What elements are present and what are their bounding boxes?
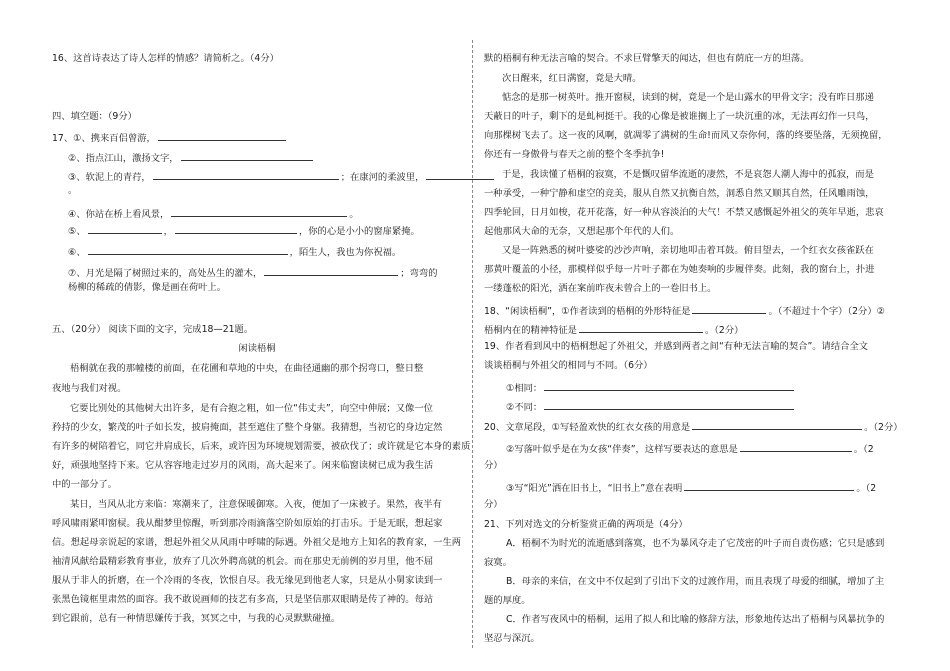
- q17-5-text-a: ⑤、: [68, 226, 86, 237]
- essay-line: 它要比别处的其他树大出许多，是有合抱之粗，如一位“伟丈夫”，向空中伸展；又像一位: [70, 403, 433, 414]
- q17-3-text-c: 。: [68, 185, 78, 196]
- q18-text-a: 18、“闲读梧桐”，①作者读到的梧桐的外形特征是: [484, 306, 691, 317]
- blank-line[interactable]: [579, 323, 703, 333]
- essay-line: 你还有一身傲骨与春天之前的整个冬季抗争!: [484, 149, 665, 160]
- q20-text-e: 分）: [484, 460, 503, 471]
- essay-line: 张黑色镜框里肃然的面容。我不敢说画师的技艺有多高，只是坚信那双眼睛是传了神的。每站: [52, 594, 434, 605]
- option-b-cont: 题的厚度。: [484, 595, 531, 606]
- essay-line: 信。想起母亲说起的家谱，想起外祖父从风雨中呼啸的际遇。外祖父是地方上知名的教育家，一生两: [52, 537, 462, 548]
- essay-line: 于是，我读懂了梧桐的寂寞，不是慨叹留华流逝的凄然，不是哀怨人潮人海中的孤寂，而是: [502, 169, 874, 180]
- essay-line: 次日醒来，红日满窗，竟是大晴。: [502, 73, 642, 84]
- essay-line: 又是一阵熟悉的树叶婆娑的沙沙声响，亲切地叩击着耳鼓。俯目望去，一个红衣女孩雀跃在: [502, 245, 874, 256]
- blank-line[interactable]: [175, 224, 297, 234]
- q17-3-text-b: ；在康河的柔波里，: [340, 172, 425, 183]
- question-21: 21、下列对选文的分析鉴赏正确的两项是（4分）: [484, 519, 688, 530]
- q18-text-c: 梧桐内在的精神特征是: [484, 325, 577, 336]
- essay-line: 夜地与我们对视。: [52, 383, 127, 394]
- question-17-item-7: [68, 266, 437, 278]
- q17-4-text-a: ④、你站在桥上看风景，: [68, 209, 170, 220]
- essay-line: 梧桐就在我的那幢楼的前面，在花圃和草地的中央，在曲径通幽的那个拐弯口，整日整: [70, 363, 424, 374]
- question-20-part-3: [506, 481, 876, 493]
- q17-5-text-b: ，: [163, 226, 173, 237]
- section-5-title: 五、（20分） 阅读下面的文字，完成18—21题。: [52, 324, 254, 335]
- question-17-item-4: [68, 207, 359, 219]
- q17-3-text-a: ③、软泥上的青荇，: [68, 172, 151, 183]
- question-17-item-2: [68, 151, 315, 163]
- blank-line[interactable]: [426, 170, 494, 180]
- question-17-item-1: [52, 131, 288, 143]
- essay-line: 中的一部分了。: [52, 479, 118, 490]
- q18-text-d: 。（2分）: [704, 325, 744, 336]
- essay-line: 那黄叶覆盖的小径，那模样似乎每一片叶子都在为她奏响的步履伴奏。此刻，我的窗台上，扑进: [484, 264, 875, 275]
- essay-line: 袖清风献给最精彩教育事业，放弃了几次外聘高就的机会。而在那史无前例的岁月里，他不屈: [52, 556, 434, 567]
- q20-text-d: 。（2: [853, 444, 874, 455]
- q20-text-a: 20、文章尾段，①写轻盈欢快的红衣女孩的用意是: [484, 422, 691, 433]
- q19-diff: [506, 400, 796, 412]
- essay-line: 矜持的少女，繁茂的叶子如长发，披肩掩面，甚至遮住了整个身躯。我猜想，当初它的身边定然: [52, 422, 443, 433]
- q19-same: [506, 381, 796, 393]
- question-18-part-2: [484, 323, 743, 335]
- question-17-item-3: [68, 170, 496, 182]
- blank-line[interactable]: [171, 207, 347, 217]
- essay-line: 四季轮回，日月如梭，花开花落，好一种从容淡泊的大气！不禁又感慨起外祖父的英年早逝，悲哀: [484, 207, 884, 218]
- option-b: B．母亲的来信，在文中不仅起到了引出下文的过渡作用，而且表现了母爱的细腻，增加了主: [506, 576, 885, 587]
- essay-line: 服从于非人的折磨，在一个冷雨的冬夜，饮恨自尽。我无缘见到他老人家，只是从小舅家读到一: [52, 575, 443, 586]
- column-divider: [472, 40, 473, 648]
- essay-line: 一种承受，一种宁静和虚空的竞美，服从自然又抗衡自然，洞悉自然又顺其自然，任风雕雨蚀，: [484, 188, 875, 199]
- blank-line[interactable]: [692, 304, 766, 314]
- q17-7-text-b: ；弯弯的: [400, 268, 438, 279]
- blank-line[interactable]: [181, 151, 313, 161]
- q17-6-text-b: ，陌生人，我也为你祝福。: [289, 247, 402, 258]
- essay-title: 闲读梧桐: [238, 343, 276, 354]
- q17-5-text-c: ，你的心是小小的窗扉紧掩。: [298, 226, 420, 237]
- question-20: [484, 420, 903, 432]
- section-4-title: 四、填空题：（9分）: [52, 111, 137, 122]
- blank-line[interactable]: [158, 131, 286, 141]
- essay-line: 起他那风大命的无奈，又想起那个年代的人们。: [484, 226, 680, 237]
- q17-7-text-c: 杨柳的稀疏的倩影，像是画在荷叶上。: [68, 282, 227, 293]
- question-18: [484, 304, 885, 316]
- q20-text-b: 。（2分）: [864, 422, 903, 433]
- q17-4-text-b: 。: [349, 209, 359, 220]
- q19-diff-label: ②不同：: [506, 402, 543, 413]
- question-19-cont: 谈谈梧桐与外祖父的相同与不同。（6分）: [484, 360, 653, 371]
- q18-text-b: 。（不超过十个字）（2分）②: [768, 306, 885, 317]
- option-c-cont: 坚忍与深沉。: [484, 633, 540, 644]
- essay-line: 向那棵树飞去了。这一夜的风啊，就凋零了满树的生命!而风又奈你何，落的终要坠落，无须挽留，: [484, 130, 888, 141]
- question-20-part-2: [506, 442, 874, 454]
- blank-line[interactable]: [740, 442, 852, 452]
- essay-line: 到它跟前，总有一种情思嫌传于我，冥冥之中，与我的心灵默默碰撞。: [52, 613, 341, 624]
- essay-line: 呼风啸雨紧叩窗棂。我从酣梦里惊醒，听到那冷雨滴落空阶如原始的打击乐。于是无眠，想起家: [52, 518, 443, 529]
- q17-6-text-a: ⑥、: [68, 247, 86, 258]
- blank-line[interactable]: [544, 381, 794, 391]
- q17-2-text: ②、指点江山，激扬文字，: [68, 153, 179, 164]
- question-16: 16、这首诗表达了诗人怎样的情感？请简析之。（4分）: [52, 53, 279, 64]
- q17-1-text: 17、①、携来百侣曾游，: [52, 133, 156, 144]
- blank-line[interactable]: [684, 481, 854, 491]
- option-a-cont: 寂寞。: [484, 557, 512, 568]
- blank-line[interactable]: [544, 400, 794, 410]
- essay-line: 惦念的是那一树英叶。推开窗棂，读到的树，竟是一个是山露水的甲骨文字；没有昨日那递: [502, 92, 874, 103]
- q20-text-g: 。（2: [856, 483, 877, 494]
- question-19: 19、作者看到风中的梧桐想起了外祖父，并感到两者之间“有种无法言喻的契合”。请结合全文: [484, 341, 869, 352]
- q17-7-text-a: ⑦、月光是隔了树照过来的，高处丛生的灌木，: [68, 268, 263, 279]
- essay-line: 一缕蓬松的阳光，洒在案前昨夜未曾合上的一卷旧书上。: [484, 283, 717, 294]
- blank-line[interactable]: [692, 420, 862, 430]
- blank-line[interactable]: [264, 266, 398, 276]
- essay-line: 好，顽强地坚持下来。它从容容地走过岁月的风雨，高大起来了。闲来临窗读树已成为我生活: [52, 460, 434, 471]
- essay-line: 默的梧桐有种无法言喻的契合。不求巨臂擎天的闻达，但也有荫庇一方的坦荡。: [484, 53, 810, 64]
- q20-text-f: ③写“阳光”洒在旧书上，“旧书上”意在表明: [506, 483, 683, 494]
- essay-line: 某日，当风从北方来临：寒潮来了，注意保暖御寒。入夜，便加了一床被子。果然，夜半有: [70, 499, 442, 510]
- question-17-item-5: [68, 224, 420, 236]
- q20-text-c: ②写落叶似乎是在为女孩“伴奏”，这样写要表达的意思是: [506, 444, 738, 455]
- blank-line[interactable]: [88, 224, 162, 234]
- q20-text-h: 分）: [484, 499, 503, 510]
- essay-line: 有许多的树陪着它，同它并肩成长，后来，或许因为环境规划需要，被砍伐了；或许就是它本身的素质: [52, 441, 471, 452]
- blank-line[interactable]: [153, 170, 339, 180]
- q19-same-label: ①相同：: [506, 383, 543, 394]
- option-c: C．作者写夜风中的梧桐，运用了拟人和比喻的修辞方法，形象地传达出了梧桐与风暴抗争的: [506, 614, 885, 625]
- blank-line[interactable]: [88, 245, 288, 255]
- option-a: A．梧桐不为时光的流逝感到落寞，也不为暴风夺走了它茂密的叶子而自责伤感；它只是感到: [506, 538, 885, 549]
- question-17-item-6: [68, 245, 401, 257]
- essay-line: 天蔽日的叶子，剩下的是虬柯挺干。我的心像是被谁搁上了一块沉重的冰，无法再幻作一只鸟，: [484, 111, 875, 122]
